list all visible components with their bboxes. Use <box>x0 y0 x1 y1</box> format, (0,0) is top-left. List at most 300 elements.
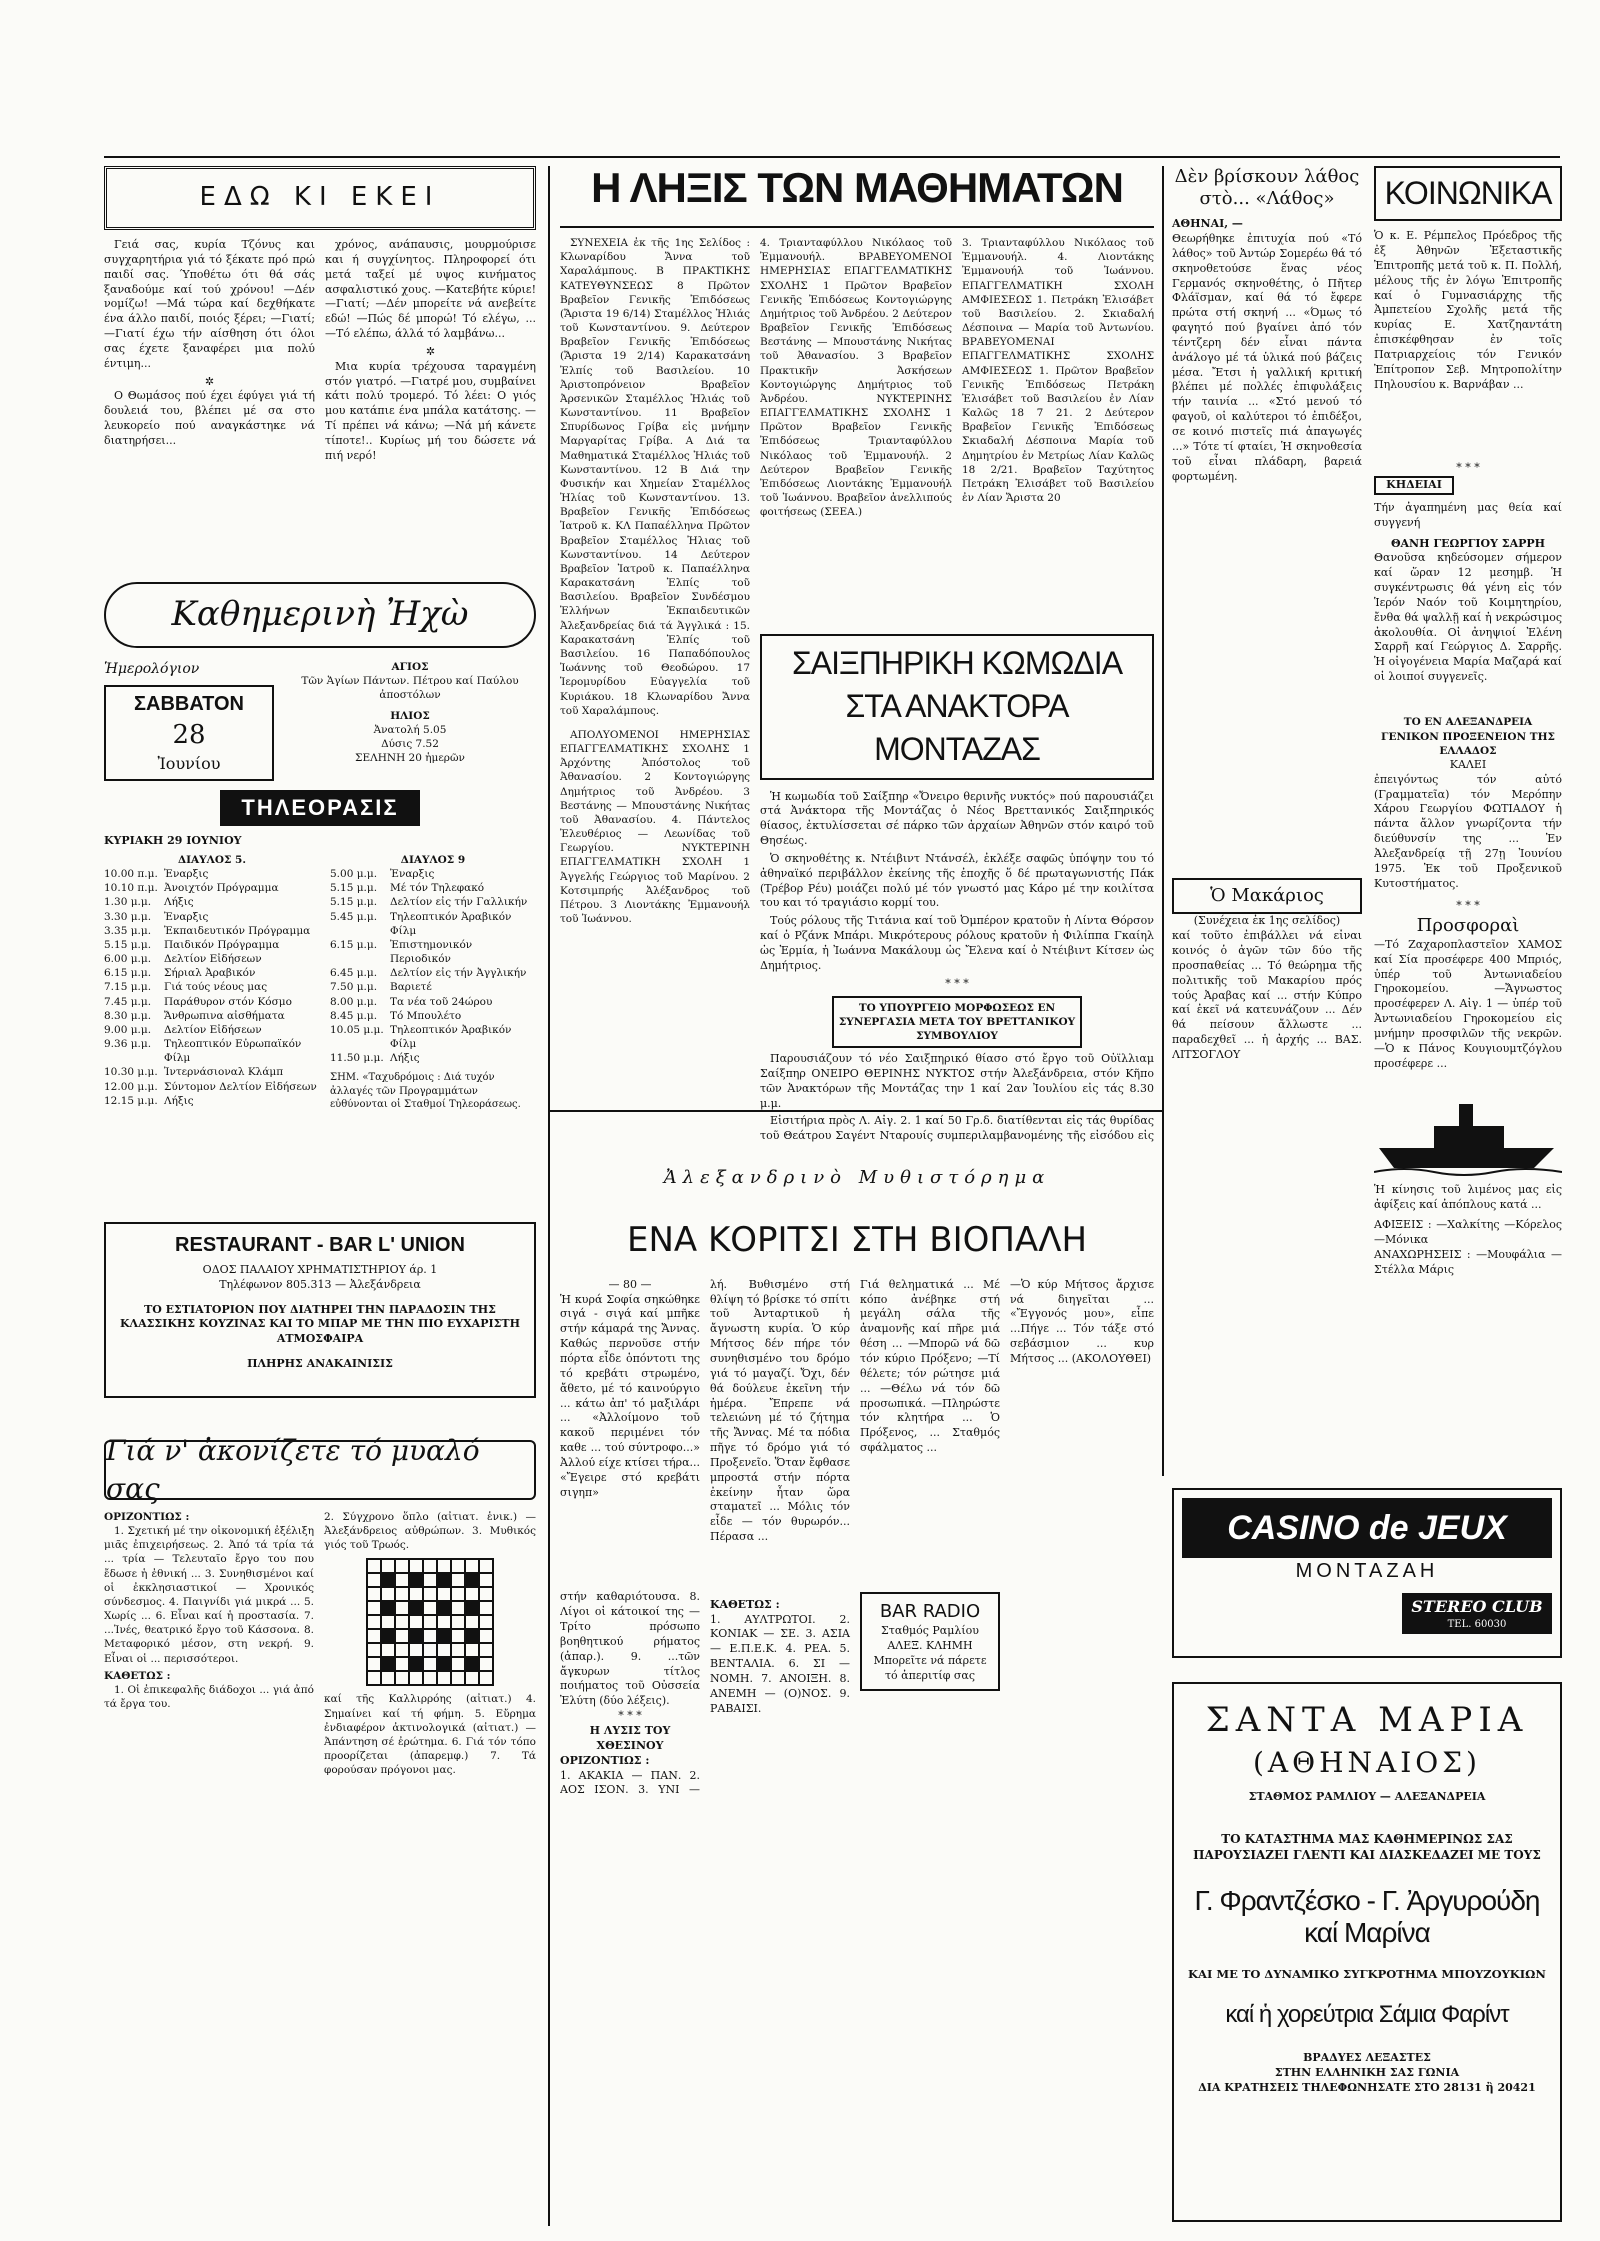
consulate-kalei: ΚΑΛΕΙ <box>1449 757 1487 771</box>
crossword-title: Γιά ν' ἀκονίζετε τό μυαλό σας <box>106 1434 480 1505</box>
tv-note: ΣΗΜ. «Ταχυδρόμοις : Διά τυχόν ἀλλαγές τῶν Προγραμμάτων εὐθύνονται οἱ Σταθμοί Τηλεοράσεως. <box>330 1072 521 1111</box>
sun-title: ΗΛΙΟΣ <box>390 709 430 722</box>
den-dateline: ΑΘΗΝΑΙ, — <box>1172 217 1243 231</box>
crossword-cell <box>409 1671 423 1685</box>
tv-listing-row <box>330 895 536 909</box>
tv-listing-row <box>330 867 536 881</box>
tv-time: 6.15 μ.μ. <box>104 967 152 980</box>
crossword-cell <box>423 1615 437 1629</box>
tv-channel-5 <box>104 853 320 1208</box>
sunrise: Ἀνατολή 5.05 <box>373 723 447 736</box>
ministry-box: ΤΟ ΥΠΟΥΡΓΕΙΟ ΜΟΡΦΩΣΕΩΣ ΕΝ ΣΥΝΕΡΓΑΣΙΑ ΜΕΤΑ ΤΟΥ ΒΡΕΤΤΑΝΙΚΟΥ ΣΥΜΒΟΥΛΙΟΥ <box>832 996 1082 1049</box>
crossword-cell <box>423 1671 437 1685</box>
tv-time: 7.50 μ.μ. <box>330 981 378 994</box>
crossword-cell <box>409 1643 423 1657</box>
tv-banner: ΤΗΛΕΟΡΑΣΙΣ <box>220 790 420 826</box>
crossword-cell <box>381 1671 395 1685</box>
bar-station: Σταθμός Ραμλίου <box>881 1624 979 1638</box>
santa-names: Γ. Φραντζέσκο - Γ. Ἀργυρούδη καί Μαρίνα <box>1194 1884 1540 1949</box>
tv-listing-row <box>104 1094 320 1108</box>
makarios-text: καί τοῦτο ἐπιβάλλει νά εἶναι κοινός ὁ ἀγῶν τῶν δύο τῆς προσπαθείας ... Τό θεώρημα τῆς πολιτικῆς τοῦ Μακαρίου πρός τούς Ἀραβας καί ... στήν Κύπρο καί ἐκεῖ νά κατευνάζουν ... Δέν θά πείσουν ἄλλωστε ... παραδεχθεῖ ... ἡ ἀρχής ... ΒΑΣ. ΛΙΤΣΟΓΛΟΥ <box>1172 929 1362 1061</box>
far-right-column <box>1374 166 1562 1278</box>
novel-col-4: —Ὁ κύρ Μήτσος ἄρχισε νά διηγεῖται ... «Ἔγγονός μου», εἶπε ...Πήγε ... Τόν τάξε στό σεβάσμιον ... κυρ Μήτσος ... (ΑΚΟΛΟΥΘΕΙ) <box>1010 1277 1154 1365</box>
tv-time: 3.30 μ.μ. <box>104 910 152 923</box>
crossword-cell <box>367 1643 381 1657</box>
tv-listing-row <box>104 1023 320 1037</box>
casino-club-row <box>1182 1593 1552 1634</box>
crossword-cell <box>465 1629 479 1643</box>
kathetos-title: ΚΑΘΕΤΩΣ : <box>104 1669 171 1682</box>
novel-kicker: Ἀλεξανδρινὸ Μυθιστόρημα <box>663 1166 1051 1188</box>
tv-program: Σύντομον Δελτίον Εἰδήσεων <box>164 1080 317 1093</box>
crossword-cell <box>381 1587 395 1601</box>
crossword-cell <box>479 1601 493 1615</box>
tv-program: Τηλεοπτικόν Εὐρωπαϊκόν Φίλμ <box>164 1038 302 1065</box>
tv-listing-row <box>330 938 536 966</box>
novel-col-3-wrap <box>860 1278 1000 1798</box>
crossword-cell <box>409 1587 423 1601</box>
comedy-text-1: Ἡ κωμωδία τοῦ Σαίξπηρ «Ὄνειρο θερινῆς νυκτός» πού παρουσιάζει στά Ἀνάκτορα τῆς Μοντάζας ὁ Νέος Βρεττανικός Σαιξπηρικός θίασος, ἐκτυλίσσεται σέ πάρκο τῶν ἀρχαίων Ἀθηνῶν στόν καιρό τοῦ Θησέως. <box>760 789 1154 848</box>
edo-body <box>104 238 536 568</box>
crossword-cell <box>367 1559 381 1573</box>
consulate-text: ἐπειγόντως τόν αὐτό (Γραμματεῖα) τόν Μερόπην Χάρου Γεωργίου ΦΩΤΙΑΔΟΥ ἡ πάντα ἄλλον γνωρίζοντα τήν διεύθυνσίν της ... Ἐν Ἀλεξανδρείᾳ τῇ 27ῃ Ἰουνίου 1975. Ἐκ τοῦ Προξενικοῦ Κυτοστήματος. <box>1374 772 1562 890</box>
tv-listing-row <box>104 1080 320 1094</box>
crossword-cell <box>465 1671 479 1685</box>
crossword-cell <box>479 1671 493 1685</box>
casino-club-box <box>1402 1593 1552 1634</box>
moon: ΣΕΛΗΝΗ 20 ἡμερῶν <box>355 752 465 765</box>
tv-time: 6.45 μ.μ. <box>330 967 378 980</box>
novel-columns <box>560 1278 1154 1798</box>
tv-listing-row <box>104 1065 320 1079</box>
novel-col-2: λή. Βυθισμένο στή θλίψη τό βρίσκε τό σπίτι τοῦ Ἀνταρτικοῦ ἡ ἄγνωστη κυρία. Ὁ κύρ Μήτσος δέν πήρε τόν συνηθισμένο του δρόμο γιά τό μαγαζί. Ὄχι, δέν θά δούλευε ἐκεῖνη τήν ἡμέρα. Ἔπρεπε νά τελειώνη μέ τό ζήτημα τῆς Ἄννας. Μέ τα πόδια πῆγε τό δρόμο γιά τό Προξενεῖο. Ὅταν ἔφθασε μπροστά στήν πόρτα ἐκείνην ἦταν ὥρα σταματεῖ ... Μόλις τόν εἶδε — τόν θυρωρόν... Πέρασα ... <box>710 1277 850 1544</box>
crossword-cell <box>381 1615 395 1629</box>
kideia-title: ΚΗΔΕΙΑΙ <box>1374 476 1454 495</box>
restaurant-text: ΤΟ ΕΣΤΙΑΤΟΡΙΟΝ ΠΟΥ ΔΙΑΤΗΡΕΙ ΤΗΝ ΠΑΡΑΔΟΣΙΝ ΤΗΣ ΚΛΑΣΣΙΚΗΣ ΚΟΥΖΙΝΑΣ ΚΑΙ ΤΟ ΜΠΑΡ ΜΕ ΤΗΝ ΠΙΟ ΕΥΧΑΡΙΣΤΗ ΑΤΜΟΣΦΑΙΡΑ <box>119 1302 520 1346</box>
koin-text: Ὁ κ. Ε. Ρέμπελος Πρόεδρος τῆς ἐξ Ἀθηνῶν Ἐξεταστικῆς Ἐπιτροπῆς μετά τοῦ κ. Π. Πολλή, μέλους τῆς ἐν λόγω Ἐπιτροπῆς καί ὁ Γυμνασιάρχης τῆς Ἀμπετείου Σχολῆς μετά τῆς κυρίας Ε. Χατζηαντάτη ἐπισκέφθησαν ἐν τοῖς Πατριαρχείοις τόν Γενικόν Ἐπίτροπον Σεβ. Μητροπολίτην Πηλουσίου κ. Βαρνάβαν ... <box>1374 229 1562 391</box>
crossword-mid2: καί τῆς Καλλιρρόης (αἰτιατ.) 4. Σημαίνει καί τή φήμη. 5. Εὔρημα ἐνδιαφέρον ἀκτινολογικά (αἰτιατ.) — Ἀπάντηση σέ ἐρώτημα. 6. Γιά τόν τόπο προορίζεται (ἀπαρεμφ.) 7. Τά φορούσαν πρόγονοι μας. <box>324 1693 536 1777</box>
tv-time: 9.36 μ.μ. <box>104 1038 152 1051</box>
crossword-cell <box>381 1559 395 1573</box>
crossword-right <box>324 1510 536 1835</box>
crossword-cell <box>451 1671 465 1685</box>
tv-channel-9 <box>330 853 536 1208</box>
tv-time: 12.15 μ.μ. <box>104 1094 158 1107</box>
solution-kath: 1. ΑΥΛΤΡΩΤΟΙ. 2. ΚΟΝΙΑΚ — ΣΕ. 3. ΑΣΙΑ — Ε.Π.Ε.Κ. 4. ΡΕΑ. 5. ΒΕΝΤΑΛΙΑ. 6. ΣΙ — ΝΟΜΗ. 7. ΑΝΟΙΞΗ. 8. ΑΝΕΜΗ — (Ο)ΝΟΣ. 9. ΡΑΒΑΙΣΙ. <box>710 1612 850 1715</box>
sunset: Δύσις 7.52 <box>381 737 439 750</box>
asterisks: * * * <box>618 1709 642 1723</box>
tv-listing-row <box>104 938 320 952</box>
crossword-cell <box>367 1573 381 1587</box>
tv-time: 1.30 μ.μ. <box>104 896 152 909</box>
crossword-cell <box>409 1657 423 1671</box>
crossword-cell <box>395 1629 409 1643</box>
bar-radio-ad <box>860 1592 1000 1692</box>
crossword-cell <box>465 1587 479 1601</box>
santa-sub: (ΑΘΗΝΑΙΟΣ) <box>1253 1745 1481 1779</box>
tv-time: 7.15 μ.μ. <box>104 981 152 994</box>
ships-arrivals: ΑΦΙΞΕΙΣ : —Χαλκίτης —Κόρελος —Μόνικα <box>1374 1218 1562 1247</box>
crossword-cell <box>381 1573 395 1587</box>
comedy-title-1: ΣΑΙΞΠΗΡΙΚΗ ΚΩΜΩΔΙΑ <box>791 645 1123 681</box>
exams-right <box>760 236 1154 1142</box>
crossword-cell <box>479 1559 493 1573</box>
crossword-cell <box>437 1643 451 1657</box>
comedy-title-box <box>760 634 1154 780</box>
crossword-cell <box>451 1615 465 1629</box>
crossword-cell <box>437 1615 451 1629</box>
tv-time: 8.00 μ.μ. <box>330 995 378 1008</box>
koin-title: ΚΟΙΝΩΝΙΚΑ <box>1374 166 1562 221</box>
tv-program: Ἐναρξις <box>390 868 435 881</box>
tv-time: 5.15 μ.μ. <box>104 938 152 951</box>
comedy-text-5: Εἰσιτήρια πρὸς Λ. Αἰγ. 2. 1 καί 50 Γρ.δ. διατίθενται εἰς τάς θυρίδας τοῦ Θεάτρου Σαγέντ Νταρουίς συμπεριλαμβανομένης τῆς εἰσόδου εἰς <box>760 1114 1154 1142</box>
crossword-banner <box>104 1434 536 1505</box>
tv-time: 10.30 μ.μ. <box>104 1066 158 1079</box>
crossword-cell <box>451 1629 465 1643</box>
crossword-cell <box>437 1657 451 1671</box>
bar-owner: ΑΛΕΞ. ΚΛΗΜΗ <box>887 1638 973 1652</box>
kathimerini-title: Καθημερινὴ Ἠχὼ <box>171 594 469 635</box>
crossword-cell <box>423 1657 437 1671</box>
crossword-cell <box>479 1629 493 1643</box>
tv9-list <box>330 867 536 1065</box>
crossword-cell <box>395 1601 409 1615</box>
casino-ad <box>1172 1488 1562 1658</box>
tv-time: 6.00 μ.μ. <box>104 953 152 966</box>
santa-footer-3: ΔΙΑ ΚΡΑΤΗΣΕΙΣ ΤΗΛΕΦΩΝΗΣΑΤΕ ΣΤΟ 28131 ἢ 20421 <box>1198 2080 1536 2094</box>
comedy-title-2: ΣΤΑ ΑΝΑΚΤΟΡΑ ΜΟΝΤΑΖΑΣ <box>845 688 1069 768</box>
bar-text: Μπορεῖτε νά πάρετε τό ἀπεριτίφ σας <box>873 1653 987 1682</box>
exams-col-2: 4. Τριανταφύλλου Νικόλαος τοῦ Ἐμμανουήλ. ΒΡΑΒΕΥΟΜΕΝΟΙ ΗΜΕΡΗΣΙΑΣ ΕΠΑΓΓΕΛΜΑΤΙΚΗΣ ΣΧΟΛΗΣ 1 Πρῶτον Βραβεῖον Γενικῆς Ἐπιδόσεως Κοντογιώργης Δημήτριος τοῦ Ἀνδρέου. 2 Δεύτερον Βραβεῖον Γενικῆς Ἐπιδόσεως Βεστάνης — Μπουστάνης Νικήτας τοῦ Ἀθανασίου. 3 Βραβεῖον Πρακτικῆν Ἀσκήσεων Κοντογιώργης Δημήτριος τοῦ Ἀνδρέου. ΝΥΚΤΕΡΙΝΗΣ ΕΠΑΓΓΕΛΜΑΤΙΚΗΣ ΣΧΟΛΗΣ 1 Πρῶτον Βραβεῖον Γενικῆς Ἐπιδόσεως Τριανταφύλλου Νικόλαος τοῦ Ἐμμανουήλ. 2 Δεύτερον Βραβεῖον Γενικῆς Ἐπιδόσεως Λιοντάκης Ἐμμανουήλ τοῦ Ἰωάννου. Βραβεῖον ἀνελλιπούς φοιτήσεως (ΣΕΕΑ.) <box>760 237 952 519</box>
crossword-cell <box>451 1601 465 1615</box>
tv-listing-row <box>104 895 320 909</box>
crossword-cell <box>465 1657 479 1671</box>
tv-listing-row <box>104 1009 320 1023</box>
kideia-text2: Θανοῦσα κηδεύσομεν σήμερον καί ὥραν 12 μεσημβ. Ἡ συγκέντρωσις θά γένη εἰς τόν Ἱερόν Ναόν τοῦ Κοιμητηρίου, ἔνθα θά ψαλλῇ καί ἡ νεκρώσιμος ἀκολουθία. Οἱ ἀνηψιοί Ἐλένη Σαρρῆ καί Γεώργιος Δ. Σαρρῆς. Ἡ οἰγογένεια Μαρία Μαζαρά καί οἱ λοιποί συγγενεῖς. <box>1374 551 1562 684</box>
tv-program: Τηλεοπτικόν Ἀραβικόν Φίλμ <box>390 1023 512 1051</box>
crossword-clues-left <box>104 1510 314 1835</box>
orizontios-title: ΟΡΙΖΟΝΤΙΩΣ : <box>104 1510 190 1523</box>
tv-time: 5.15 μ.μ. <box>330 882 378 895</box>
casino-place: MONTAZAH <box>1295 1560 1439 1582</box>
channel-9-title: ΔΙΑΥΛΟΣ 9 <box>400 853 466 866</box>
prosfora-text: —Τό Ζαχαροπλαστεῖον ΧΑΜΟΣ καί Σία προσέφερε 400 Μπριός, ὑπέρ τοῦ Ἀντωνιαδείου Γηροκομείου. —Ἄγνωστος προσέφερεν Λ. Αἰγ. 1 — ὑπέρ τοῦ Ἀντωνιαδείου Γηροκομείου εἰς μνήμην προσφιλῶν τῆς νεκρῶν. —Ὁ κ Πάνος Κουγιουμτζόγλου προσέφερε ... <box>1374 937 1562 1070</box>
crossword-cell <box>465 1643 479 1657</box>
tv-program: Λήξις <box>390 1052 420 1065</box>
santa-footer-2: ΣΤΗΝ ΕΛΛΗΝΙΚΗ ΣΑΣ ΓΩΝΙΑ <box>1274 2066 1460 2080</box>
tv-listing-row <box>330 881 536 895</box>
kathimerini-echo-banner <box>104 582 536 648</box>
crossword-cell <box>423 1643 437 1657</box>
tv-time: 12.00 μ.μ. <box>104 1080 158 1093</box>
tv-time: 11.50 μ.μ. <box>330 1052 384 1065</box>
santa-text: ΤΟ ΚΑΤΑΣΤΗΜΑ ΜΑΣ ΚΑΘΗΜΕΡΙΝΩΣ ΣΑΣ ΠΑΡΟΥΣΙΑΖΕΙ ΓΛΕΝΤΙ ΚΑΙ ΔΙΑΣΚΕΔΑΖΕΙ ΜΕ ΤΟΥΣ <box>1193 1831 1541 1862</box>
tv-listing-row <box>104 910 320 924</box>
tv-program: Παράθυρον στόν Κόσμο <box>164 995 292 1008</box>
tv-program: Τό Μπουλέτο <box>390 1009 462 1022</box>
crossword-cell <box>367 1601 381 1615</box>
crossword-cell <box>437 1573 451 1587</box>
exams-col1b-text: ΑΠΟΛΥΟΜΕΝΟΙ ΗΜΕΡΗΣΙΑΣ ΕΠΑΓΓΕΛΜΑΤΙΚΗΣ ΣΧΟΛΗΣ 1 Ἀρχόντης Ἀπόστολος τοῦ Ἀθανασίου. 2 Κοντογιώργης Δημήτριος τοῦ Ἀνδρέου. 3 Βεστάνης — Μπουστάνης Νικήτας τοῦ Ἀθανασίου. 4. Πάντελος Ἐλευθέριος — Λεωνίδας τοῦ Γεωργίου. ΝΥΚΤΕΡΙΝΗ ΕΠΑΓΓΕΛΜΑΤΙΚΗ ΣΧΟΛΗ 1 Ἀγγελής Γεώργιος τοῦ Μαρίνου. 2 Κοτσιμπρής Ἀλέξανδρος τοῦ Πέτρου. 3 Λιοντάκης Ἐμμανουήλ τοῦ Ἰωάννου. <box>560 728 750 926</box>
novel-section <box>560 1166 1154 1798</box>
novel-rule <box>550 1110 1162 1112</box>
crossword-cell <box>465 1615 479 1629</box>
novel-mid: στήν καθαριότουσα. 8. Λίγοι οἱ κάτοικοί της — Τρίτο πρόσωπο βοηθητικού ρήματος (ἀπαρ.). 9. ...τῶν ἄγκυρων τίτλος ποιήματος τοῦ Οὐσσεία Ἐλύτη (δύο λέξεις). <box>560 1590 700 1708</box>
crossword-cell <box>367 1671 381 1685</box>
tv-listing-row <box>104 924 320 938</box>
restaurant-address: ΟΔΟΣ ΠΑΛΑΙΟΥ ΧΡΗΜΑΤΙΣΤΗΡΙΟΥ άρ. 1 <box>202 1262 438 1276</box>
tv-listing-row <box>104 980 320 994</box>
tv-time: 5.00 μ.μ. <box>330 868 378 881</box>
tv-time: 6.15 μ.μ. <box>330 938 378 951</box>
solution-oriz: 1. ΑΚΑΚΙΑ — ΠΑΝ. 2. ΑΟΣ ΙΣΟΝ. 3. ΥΝΙ — <box>560 1768 700 1797</box>
crossword-cell <box>395 1657 409 1671</box>
prosfora-title: Προσφοραὶ <box>1416 914 1520 936</box>
casino-club: STEREO CLUB <box>1411 1597 1543 1616</box>
crossword-cell <box>395 1643 409 1657</box>
santa-footer-1: ΒΡΑΔΥΕΣ ΛΕΞΑΣΤΕΣ <box>1303 2051 1431 2065</box>
santa-title: ΣΑΝΤΑ ΜΑΡΙΑ <box>1205 1700 1529 1740</box>
den-title: Δὲν βρίσκουν λάθος στὸ... «Λάθος» <box>1174 166 1360 209</box>
ships-departures: ΑΝΑΧΩΡΗΣΕΙΣ : —Μουφάλια —Στέλλα Μάρις <box>1374 1248 1562 1276</box>
crossword-cell <box>381 1601 395 1615</box>
restaurant-footer: ΠΛΗΡΗΣ ΑΝΑΚΑΙΝΙΣΙΣ <box>247 1357 393 1371</box>
crossword-cell <box>409 1615 423 1629</box>
novel-col-1-wrap <box>560 1278 700 1798</box>
santa-band: ΚΑΙ ΜΕ ΤΟ ΔΥΝΑΜΙΚΟ ΣΥΓΚΡΟΤΗΜΑ ΜΠΟΥΖΟΥΚΙΩΝ <box>1188 1967 1546 1982</box>
main-title: Η ΛΗΞΙΣ ΤΩΝ ΜΑΘΗΜΑΤΩΝ <box>591 164 1123 211</box>
casino-name: CASINO de JEUX <box>1182 1498 1552 1558</box>
tv-time: 3.35 μ.μ. <box>104 924 152 937</box>
month: Ἰουνίου <box>157 753 221 773</box>
crossword-grid <box>366 1558 494 1686</box>
tv-program: Ἐναρξις <box>164 910 209 923</box>
tv-program: Λήξις <box>164 896 194 909</box>
calendar-block <box>104 660 536 780</box>
tv-program: Μέ τόν Τηλεφακό <box>390 882 485 895</box>
tv5-list <box>104 867 320 1108</box>
exams-col1-text: ΣΥΝΕΧΕΙΑ ἐκ τῆς 1ης Σελίδος : Κλωναρίδου Ἄννα τοῦ Χαραλάμπους. Β ΠΡΑΚΤΙΚΗΣ ΚΑΤΕΥΘΥΝΣΕΩΣ 8 Πρῶτον Βραβεῖον Γενικῆς Ἐπιδόσεως (Ἄριστα 19 6/14) Σταμέλλος Ἠλιάς τοῦ Κωνσταντίνου. 9. Δεύτερον Βραβεῖον Γενικῆς Ἐπιδόσεως (Ἄριστα 19 2/14) Καρακατσάνη Ἐλπίς τοῦ Βασιλείου. 10 Ἀριστοπρόνειον Βραβεῖον Ἀρσενικῶν Σταμέλλος Ἠλιάς τοῦ Κωνσταντίνου. 11 Βραβεῖον Σπυρίδωνος Γρίβα εἰς μνήμην Μαργαρίτας Γρίβα. Α Διά τα Μαθηματικά Σταμέλλος Ἠλιάς τοῦ Κωνσταντίνου. 12 Β Διά την Φυσικήν και Χημείαν Σταμέλλος Ἠλίας τοῦ Κωνσταντίνου. 13. Βραβεῖον Γενικῆς Ἐπιδόσεως Ἰατροῦ κ. ΚΛ Παπαέλληνα Πρῶτον Βραβεῖον Σταμέλλος Ἠλιας τοῦ Κωνσταντίνου. 14 Δεύτερον Βραβεῖον Ἰατροῦ κ. Παπαέλληνα Καρακατσάνη Ἐλπίς τοῦ Βασιλείου. Βραβεῖον Συνδέσμου Ἑλλήνων Ἐκπαιδευτικῶν Ἀλεξανδρείας διά τά Ἀγγλικά : 15. Καρακατσάνη Ἐλπίς τοῦ Βασιλείου. 16 Παπαδόπουλος Ἰωάννης τοῦ Θεοδώρου. 17 Ἱερομυρίδου Εὐαγγελία τοῦ Κυριάκου. 18 Κλωναρίδου Ἄννα τοῦ Χαραλάμπους. <box>560 237 750 717</box>
ship-illustration <box>1374 1088 1562 1178</box>
makarios-sub: (Συνέχεια ἐκ 1ης σελίδος) <box>1193 914 1341 928</box>
edo-text-d: Μια κυρία τρέχουσα ταραγμένη στόν γιατρό. —Γιατρέ μου, συμβαίνει κάτι πολύ τρομερό. Τό λέει: Ο γιός μου κατάπιε ένα μπάλα κατάτσης. —Τί πρέπει νά κάνω; —Νά μή κάνετε τίποτε!.. Κυρίως μή του δώσετε νά πιή νερό! <box>325 359 536 462</box>
exams-col-3: 3. Τριανταφύλλου Νικόλαος τοῦ Ἐμμανουήλ. 4. Λιοντάκης Ἐμμανουήλ τοῦ Ἰωάννου. ΕΠΑΓΓΕΛΜΑΤΙΚΗ ΣΧΟΛΗ ΑΜΦΙΕΣΕΩΣ 1. Πετράκη Ἐλισάβετ τοῦ Βασιλείου. 2. Σκιαδαλή Δέσποινα — Μαρία τοῦ Ἀντωνίου. ΒΡΑΒΕΥΟΜΕΝΑΙ ΕΠΑΓΓΕΛΜΑΤΙΚΗΣ ΣΧΟΛΗΣ ΑΜΦΙΕΣΕΩΣ 1. Πρῶτον Βραβεῖον Γενικῆς Ἐπιδόσεως Πετράκη Ἐλισάβετ τοῦ Βασιλείου ἐν Λίαν Καλῶς 18 7 21. 2 Δεύτερον Βραβεῖον Γενικῆς Ἐπιδόσεως Σκιαδαλή Δέσποινα Μαρία τοῦ Δημητρίου ἐν Μετρίως Λίαν Καλῶς 18 2/21. Βραβεῖον Ταχύτητος Πετράκη Ἐλισάβετ τοῦ Βασιλείου ἐν Λίαν Ἄριστα 20 <box>962 237 1154 505</box>
edo-text-c: Ο Θωμάσος πού έχει έφύγει γιά τή δουλειά του, βλέπει μέ σα στο λευκορείο πού αναγκάστηκε νά διατηρήσει... <box>104 389 315 447</box>
restaurant-name: RESTAURANT - BAR L' UNION <box>175 1233 465 1256</box>
edo-col-2 <box>325 238 536 568</box>
makarios-box <box>1172 878 1362 914</box>
saint-text: Τῶν Ἁγίων Πάντων. Πέτρου καί Παύλου ἀποστόλων <box>301 675 519 702</box>
santa-dancer: καί ἡ χορεύτρια Σάμια Φαρίντ <box>1225 2000 1509 2028</box>
comedy-text-3: Τούς ρόλους τῆς Τιτάνια καί τοῦ Ὀμπέρον κρατοῦν ἡ Λίντα Θόρσον καί ὁ Ρζάνκ Μπάρι. Μικρότερους ρόλους κρατοῦν ἡ Φιλίππα Γκαίηλ ὡς Ἑρμία, ἡ Ἰωάννα Μακάλουμ ὡς Ἔλενα καί ὁ Ντέιβιντ Κίτσεν ὡς Δημήτριος. <box>760 914 1154 972</box>
tv-listing-row <box>104 1037 320 1065</box>
comedy-text-2: Ὁ σκηνοθέτης κ. Ντέιβιντ Ντάνσέλ, ἐκλέξε σαφῶς ὑπόψην του τό ἀθηναϊκό περιβάλλον ἐκείνης τῆς ἐποχῆς ὅ δέ πρωταγωνιστής Πάκ (Τρέβορ Ρέυ) μοιάζει πολύ μέ τόν γνωστό μας Κάρο μέ την κοιλίτσα του και τό τραγιάσιο κορμί του. <box>760 851 1154 910</box>
kathetos-text: 1. Οἱ ἐπικεφαλῆς διάδοχοι ... γιά ἀπό τά ἔργα του. <box>104 1683 314 1711</box>
column-divider <box>1162 166 1164 1476</box>
asterisks: * * * <box>945 976 969 990</box>
tv-program: Ἀνοιχτόν Πρόγραμμα <box>164 882 279 895</box>
tv-listing-row <box>330 1009 536 1023</box>
date-box <box>104 685 274 781</box>
kideia-name: ΘΑΝΗ ΓΕΩΡΓΙΟΥ ΣΑΡΡΗ <box>1390 536 1546 550</box>
crossword-cell <box>437 1629 451 1643</box>
crossword-cell <box>451 1559 465 1573</box>
tv-time: 9.00 μ.μ. <box>104 1023 152 1036</box>
crossword-mid: 2. Σύγχρονο ὅπλο (αἰτιατ. ἑνικ.) — Ἀλεξάνδρειος αὐθρώπων. 3. Μυθικός γιός τοῦ Τρωός. <box>324 1510 536 1552</box>
solution-kath-title: ΚΑΘΕΤΩΣ : <box>710 1597 780 1611</box>
crossword-cell <box>367 1587 381 1601</box>
tv-listing-row <box>330 995 536 1009</box>
tv-listing-row <box>330 1051 536 1065</box>
tv-program: Λήξις <box>164 1094 194 1107</box>
tv-program: Γιά τούς νέους μας <box>164 981 268 994</box>
orizontios-text: 1. Σχετική μέ την οἰκονομική ἐξέλιξη μιᾶς ἐπιχειρήσεως. 2. Ἀπό τά τρία τά ... τρία — Τελευταῖο ἔργο του που ἔδωσε ἡ ἐθνική ... 3. Συνηθισμένοι καί οἱ ἐκκλησιαστικοί — Χρονικός σύνδεσμος. 4. Παιγνίδι γιά μικρά ... 5. Χωρίς ... 6. Εἶναι καί ἡ προστασία. 7. ...Ἰνές, θεατρικό ἔργο τοῦ Κάσσονα. 8. Μεταφορικό μέσον, στη νεκρή. 9. Εἶναι οἱ ... περισσότεροι. <box>104 1525 314 1665</box>
crossword-cell <box>423 1559 437 1573</box>
solution-title: Η ΛΥΣΙΣ ΤΟΥ ΧΘΕΣΙΝΟΥ <box>589 1724 671 1752</box>
comedy-text-4: Παρουσιάζουν τό νέο Σαιξπηρικό θίασο στό ἔργο τοῦ Οὐϊλλιαμ Σαίξπηρ ΟΝΕΙΡΟ ΘΕΡΙΝΗΣ ΝΥΚΤΟΣ στήν Ἀλεξάνδρεια, στόν Κῆπο τῶν Ἀνακτόρων τῆς Μοντάζας την 1 καί 2αν Ἰουλίου εἰς τάς 8.30 μ.μ. <box>760 1052 1154 1110</box>
crossword-cell <box>409 1601 423 1615</box>
tv-program: Δελτίον εἰς τήν Ἀγγλικήν <box>390 967 527 980</box>
tv-date: ΚΥΡΙΑΚΗ 29 ΙΟΥΝΙΟΥ <box>104 834 242 847</box>
crossword-cell <box>465 1573 479 1587</box>
crossword-cell <box>381 1629 395 1643</box>
tv-time: 10.05 μ.μ. <box>330 1023 384 1036</box>
santa-maria-ad <box>1172 1682 1562 2222</box>
makarios-title: Ὁ Μακάριος <box>1210 885 1324 907</box>
exams-section <box>560 236 1154 1142</box>
solution-oriz-title: ΟΡΙΖΟΝΤΙΩΣ : <box>560 1753 650 1767</box>
crossword-cell <box>423 1573 437 1587</box>
tv-time: 5.15 μ.μ. <box>330 896 378 909</box>
crossword-cell <box>479 1587 493 1601</box>
crossword-cell <box>479 1615 493 1629</box>
edo-text-a: Γειά σας, κυρία Τζόνυς και συγχαρητήρια γιά τό ξέκατε πρό πρώ παιδί σας. Ύποθέτω ότι θά σάς ξαναδούμε καί τού χρόνου! —Δέν νομίζω! —Μά τώρα καί δεχθήκατε ένα άλλο παιδί, ποιός ξέρει; —Γιατί; —Γιατί έχω τήν αίσθηση ότι όλοι σας έχετε ξαναφέρει μια πολύ έντιμη... <box>104 238 315 370</box>
tv-listing-row <box>104 952 320 966</box>
ship-caption: Ἡ κίνησις τοῦ λιμένος μας εἰς ἀφίξεις καί ἀπόπλους κατά ... <box>1374 1182 1562 1211</box>
crossword-cell <box>395 1573 409 1587</box>
crossword-cell <box>395 1559 409 1573</box>
day-number: 28 <box>172 719 206 750</box>
crossword-cell <box>451 1573 465 1587</box>
crossword-cell <box>437 1671 451 1685</box>
restaurant-ad <box>104 1222 536 1398</box>
left-column <box>104 166 536 1835</box>
crossword-cell <box>451 1657 465 1671</box>
tv-listing-row <box>330 966 536 980</box>
crossword-body <box>104 1510 536 1835</box>
restaurant-phone: Τηλέφωνον 805.313 — Ἀλεξάνδρεια <box>219 1277 421 1291</box>
tv-program: Ἐναρξις <box>164 868 209 881</box>
saint-title: ΑΓΙΟΣ <box>391 661 429 673</box>
crossword-cell <box>381 1657 395 1671</box>
tv-time: 5.45 μ.μ. <box>330 910 378 923</box>
calendar-right <box>284 660 536 780</box>
crossword-cell <box>367 1615 381 1629</box>
crossword-cell <box>423 1629 437 1643</box>
crossword-cell <box>423 1587 437 1601</box>
asterisks: * * * <box>1456 461 1480 475</box>
crossword-cell <box>367 1629 381 1643</box>
tv-listing-row <box>330 910 536 938</box>
crossword-cell <box>479 1657 493 1671</box>
den-text: Θεωρήθηκε ἐπιτυχία πού «Τό λάθος» τοῦ Ἀντώρ Σομερέω θά τό σκηνοθετούσε ἕνας νέος Γερμανός σκηνοθέτης, ὁ Πῆτερ Φλάϊσμαν, καί θά τό ἔφερε πρώτα στή σκηνή ... «Όμως τό φαγητό πού βγαίνει ἀπό τόν τέντζερη δέν εἶναι πάντα ἀνάλογο μέ τά ὑλικά πού βάζεις μέσα. Ἔτσι ἡ γαλλική κριτική βλέπει μέ πολλές ἐπιφυλάξεις τήν ταινία ... «Στό μενού τό φαγοῦ, οἱ καλύτεροι τό ἐπιδέξοι, σε κοινό πιστεῖς πιά ἀπαγωγές ...» Τότε τί φταίει, Ἡ σκηνοθεσία τοῦ εἶναι πλάδαρη, βαρειά φορτωμένη. <box>1172 232 1362 483</box>
top-rule <box>104 156 1560 158</box>
tv-program: Παιδικόν Πρόγραμμα <box>164 938 280 951</box>
tv-listing-row <box>330 980 536 994</box>
santa-place: ΣΤΑΘΜΟΣ ΡΑΜΛΙΟΥ — ΑΛΕΞΑΝΔΡΕΙΑ <box>1248 1789 1486 1803</box>
edo-text-b: χρόνος, ανάπαυσις, μουρμούρισε και ή συγχίνητος. Πληροφορεί ότι μετά ταξεί μέ υψος κινήματος ασφαλιστικό χους. —Κατεβήτε κύριε! —Γιατί; —Δέν μπορείτε νά ανεβείτε εδώ! —Πώς δέ μπορώ! Τό ελέγω, ... —Τό ελέπω, άλλά τό λαμβάνω... <box>325 238 536 341</box>
crossword-cell <box>395 1615 409 1629</box>
imerologio-title: Ἡμερολόγιον <box>104 661 200 677</box>
crossword-cell <box>479 1573 493 1587</box>
crossword-cell <box>451 1587 465 1601</box>
crossword-cell <box>479 1643 493 1657</box>
tv-program: Ἐκπαιδευτικόν Πρόγραμμα <box>164 924 311 937</box>
day-name: ΣΑΒΒΑΤΟΝ <box>134 692 244 715</box>
crossword-cell <box>395 1587 409 1601</box>
star-icon: ✲ <box>425 344 436 358</box>
crossword-cell <box>437 1587 451 1601</box>
tv-program: Δελτίον Εἰδήσεων <box>164 953 262 966</box>
edo-header <box>104 166 536 230</box>
tv-program: Ἰντερνάσιοναλ Κλάμπ <box>164 1066 284 1079</box>
tv-time: 7.45 μ.μ. <box>104 995 152 1008</box>
novel-title: ΕΝΑ ΚΟΡΙΤΣΙ ΣΤΗ ΒΙΟΠΑΛΗ <box>626 1219 1088 1260</box>
tv-program: Ἐπιστημονικόν Περιοδικόν <box>390 938 473 966</box>
kideia-text: Τήν ἀγαπημένη μας θεία καί συγγενή <box>1374 500 1562 529</box>
tv-listing-row <box>104 881 320 895</box>
comedy-article <box>760 790 1154 1142</box>
channel-5-title: ΔΙΑΥΛΟΣ 5. <box>177 853 247 866</box>
tv-schedule <box>104 853 536 1208</box>
novel-col-1: Ἡ κυρά Σοφία σηκώθηκε σιγά - σιγά καί μπῆκε στήν κάμαρά της Ἄννας. Καθώς περνοῦσε στήν πόρτα εἶδε ὁπόντοτι της τό κρεβάτι στρωμένο, ἄθετο, μέ τό καινούργιο ... κάτω ἀπ' τό μαξιλάρι ... «Ἀλλοίμονο τοῦ κακοῦ περιμένει τόν καθε ... τού σύντροφο...» Ἀλλού είχε κτίσει τήρα... «Ἔγειρε στό κρεβάτι σιγηπ» <box>560 1292 700 1499</box>
crossword-cell <box>451 1643 465 1657</box>
crossword-cell <box>409 1559 423 1573</box>
tv-time: 8.45 μ.μ. <box>330 1009 378 1022</box>
crossword-cell <box>367 1657 381 1671</box>
crossword-cell <box>409 1629 423 1643</box>
novel-number: — 80 — <box>608 1277 652 1291</box>
exams-col-1 <box>560 236 750 1096</box>
asterisks: * * * <box>1456 898 1480 912</box>
tv-program: Τα νέα τοῦ 24ώρου <box>390 995 493 1008</box>
tv-listing-row <box>330 1023 536 1051</box>
crossword-cell <box>395 1671 409 1685</box>
tv-program: Δελτίον εἰς τήν Γαλλικήν <box>390 896 528 909</box>
crossword-cell <box>465 1601 479 1615</box>
tv-listing-row <box>104 995 320 1009</box>
tv-listing-row <box>104 966 320 980</box>
tv-time: 10.00 π.μ. <box>104 868 158 881</box>
tv-time: 8.30 μ.μ. <box>104 1009 152 1022</box>
right-mid-column <box>1172 166 1362 1369</box>
calendar-left <box>104 660 274 780</box>
crossword-cell <box>423 1601 437 1615</box>
star-icon: ✲ <box>204 374 215 388</box>
tv-time: 10.10 π.μ. <box>104 882 158 895</box>
tv-program: Δελτίον Εἰδήσεων <box>164 1023 262 1036</box>
crossword-cell <box>465 1559 479 1573</box>
title-rule <box>560 226 1154 228</box>
crossword-cell <box>381 1643 395 1657</box>
tv-listing-row <box>104 867 320 881</box>
bar-name: BAR RADIO <box>879 1600 981 1622</box>
casino-tel: TEL. 60030 <box>1447 1618 1507 1630</box>
tv-program: Ἄνθρωπινα αἰσθήματα <box>164 1009 285 1022</box>
column-divider <box>548 166 550 2226</box>
tv-program: Τηλεοπτικόν Ἀραβικόν Φίλμ <box>390 910 512 937</box>
